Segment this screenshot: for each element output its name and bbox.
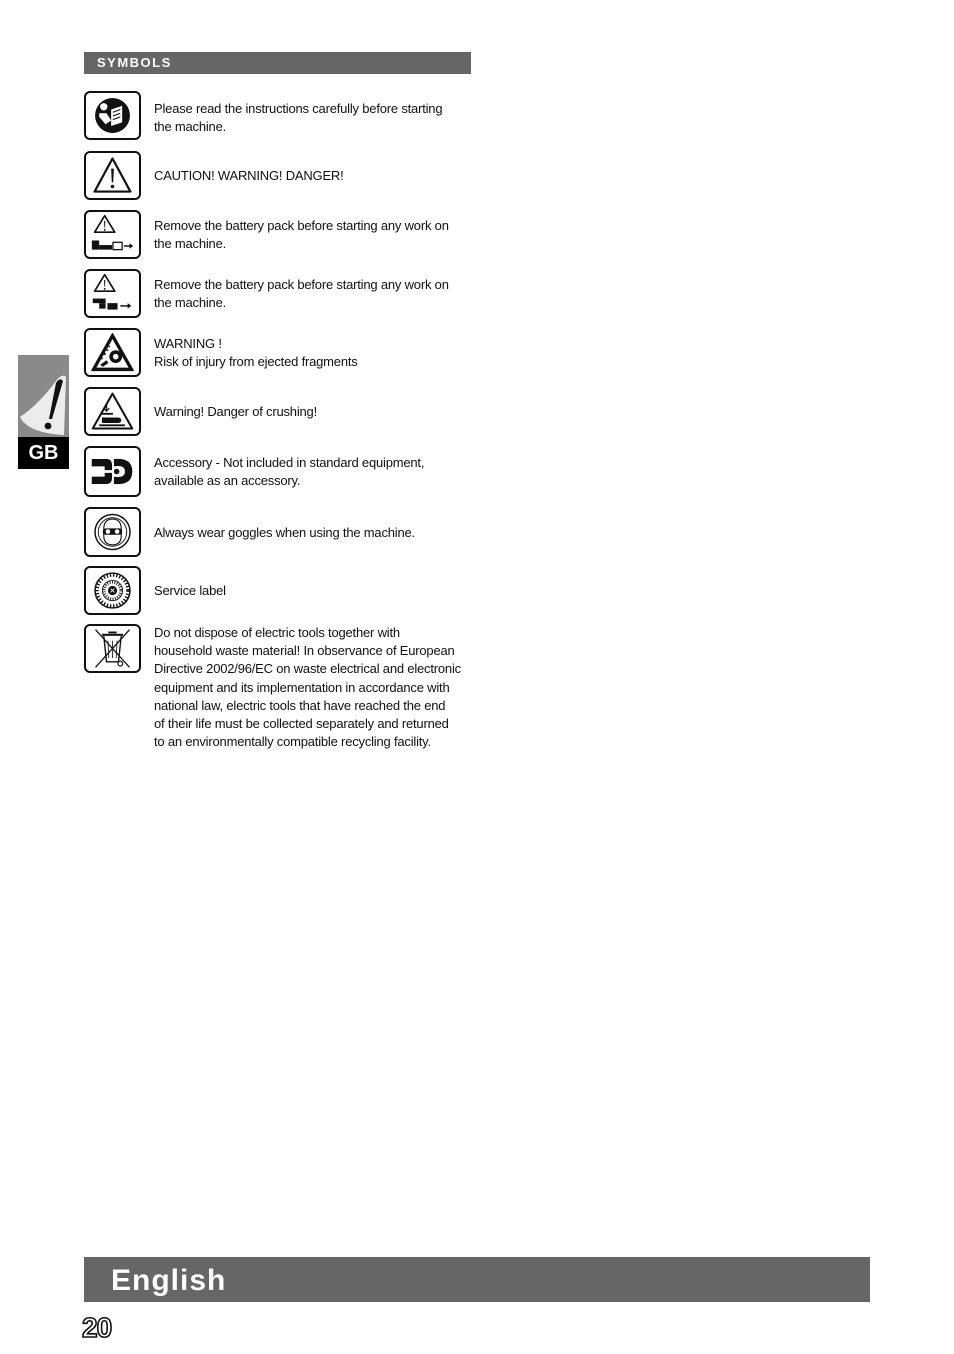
section-title-bar (84, 52, 471, 74)
accessory-icon (84, 446, 141, 497)
symbol-text: Please read the instructions carefully before starting the machine. (154, 101, 443, 135)
symbol-text: Service label (154, 583, 226, 598)
symbol-row-remove-battery (84, 210, 474, 260)
warning-triangle-icon (84, 151, 141, 200)
symbol-text: Remove the battery pack before starting any work on the machine. (154, 218, 449, 252)
symbol-text: CAUTION! WARNING! DANGER! (154, 168, 344, 183)
symbol-row-read-manual (84, 91, 474, 141)
side-tab-warning-graphic (18, 355, 69, 437)
language-title: English (111, 1264, 227, 1297)
symbol-row-accessory (84, 446, 474, 498)
ejected-fragments-icon (84, 328, 141, 377)
symbol-row-goggles (84, 507, 474, 558)
page-number: 20 (82, 1312, 112, 1343)
side-tab-label: GB (18, 437, 69, 469)
symbol-text: Remove the battery pack before starting any work on the machine. (154, 277, 449, 311)
symbol-row-weee-bin (84, 624, 474, 754)
exclamation-icon (18, 355, 69, 437)
read-manual-icon (84, 91, 141, 140)
symbol-row-service-label (84, 566, 474, 616)
symbol-row-warning (84, 151, 474, 201)
symbol-text: WARNING ! Risk of injury from ejected fragments (154, 336, 358, 370)
symbol-text: Always wear goggles when using the machine. (154, 525, 415, 540)
section-title: SYMBOLS (97, 55, 172, 70)
crushing-danger-icon (84, 387, 141, 436)
symbol-text: Accessory - Not included in standard equipment, available as an accessory. (154, 455, 425, 489)
symbol-text: Warning! Danger of crushing! (154, 404, 318, 419)
symbol-row-ejected-fragments (84, 328, 474, 378)
symbol-row-remove-battery-alt (84, 269, 474, 319)
service-label-icon (84, 566, 141, 615)
symbol-row-crushing-danger (84, 387, 474, 437)
remove-battery-icon (84, 210, 141, 259)
side-language-tab (18, 355, 69, 469)
language-bar (84, 1257, 870, 1302)
goggles-icon (84, 507, 141, 557)
weee-bin-icon (84, 624, 141, 673)
symbol-text: Do not dispose of electric tools together with household waste material! In observance of European Directive 2002/96/EC on waste electrical and electronic equipment and its implementation in accordance with national law, electric tools that have reached the end of their life must be collected separately and returned to an environmentally compatible recycling facility. (154, 625, 461, 750)
remove-battery-alt-icon (84, 269, 141, 318)
